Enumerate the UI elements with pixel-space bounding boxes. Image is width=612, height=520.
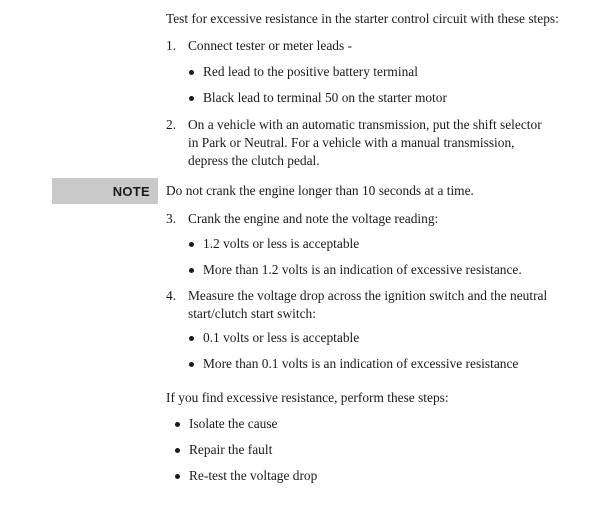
list-item-text: Re-test the voltage drop	[189, 468, 318, 483]
list-item-text: Black lead to terminal 50 on the starter motor	[203, 90, 447, 105]
list-item-text: 1.2 volts or less is acceptable	[203, 236, 360, 251]
list-item-text: More than 0.1 volts is an indication of excessive resistance	[203, 356, 519, 371]
step-number: 3.	[166, 211, 177, 226]
bullet-icon	[189, 268, 194, 273]
intro-paragraph: Test for excessive resistance in the starter control circuit with these steps:	[166, 11, 559, 26]
list-item-text: More than 1.2 volts is an indication of excessive resistance.	[203, 262, 522, 277]
step-text: Crank the engine and note the voltage reading:	[188, 211, 439, 226]
bullet-icon	[189, 336, 194, 341]
bullet-icon	[175, 448, 180, 453]
step-text-line: depress the clutch pedal.	[188, 153, 320, 168]
bullet-icon	[189, 362, 194, 367]
step-number: 4.	[166, 288, 177, 303]
bullet-icon	[189, 242, 194, 247]
step-text-line: start/clutch start switch:	[188, 306, 316, 321]
list-item-text: Isolate the cause	[189, 416, 278, 431]
step-text: Connect tester or meter leads -	[188, 38, 352, 53]
step-number: 1.	[166, 38, 177, 53]
bullet-icon	[175, 422, 180, 427]
bullet-icon	[175, 474, 180, 479]
step-text-line: in Park or Neutral. For a vehicle with a manual transmission,	[188, 135, 515, 150]
step-text-line: On a vehicle with an automatic transmission, put the shift selector	[188, 117, 542, 132]
list-item-text: 0.1 volts or less is acceptable	[203, 330, 360, 345]
note-callout-band	[52, 178, 158, 204]
bullet-icon	[189, 96, 194, 101]
outro-paragraph: If you find excessive resistance, perform these steps:	[166, 390, 449, 405]
note-label: NOTE	[112, 184, 150, 199]
list-item-text: Red lead to the positive battery terminal	[203, 64, 418, 79]
bullet-icon	[189, 70, 194, 75]
list-item-text: Repair the fault	[189, 442, 273, 457]
step-number: 2.	[166, 117, 177, 132]
note-text: Do not crank the engine longer than 10 seconds at a time.	[166, 183, 474, 198]
step-text-line: Measure the voltage drop across the ignition switch and the neutral	[188, 288, 548, 303]
